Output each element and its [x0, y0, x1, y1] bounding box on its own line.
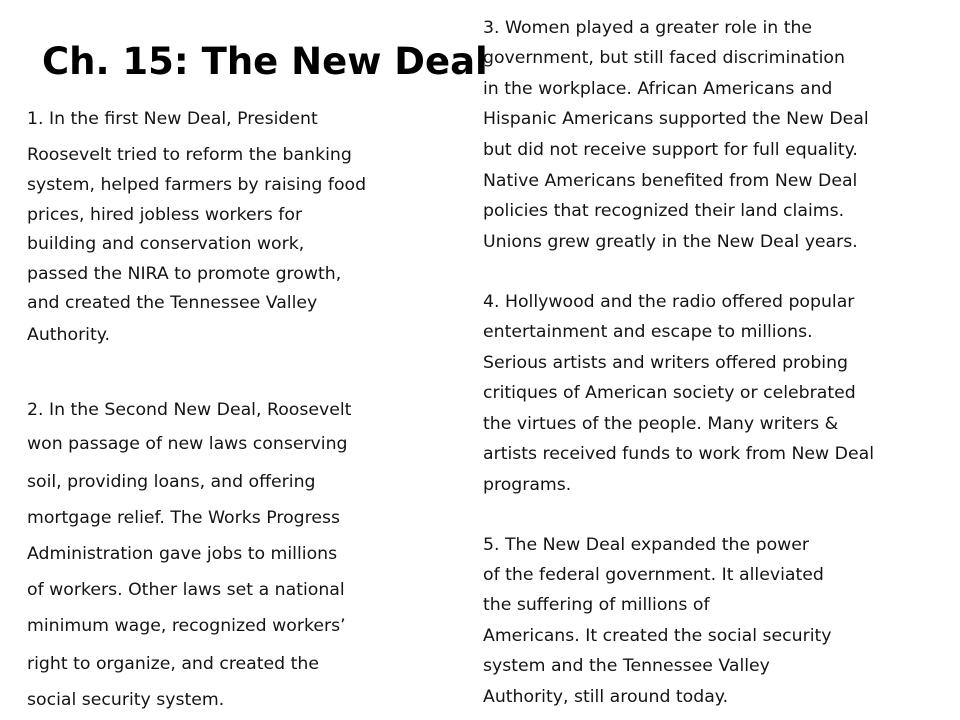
point-2-line: right to organize, and created the — [27, 654, 320, 674]
page-title: Ch. 15: The New Deal — [42, 40, 488, 83]
point-2-line: 2. In the Second New Deal, Roosevelt — [27, 400, 352, 420]
point-3-line: in the workplace. African Americans and — [483, 79, 833, 99]
point-3-line: but did not receive support for full equality. — [483, 140, 858, 160]
point-1-line: passed the NIRA to promote growth, — [27, 264, 342, 284]
point-5-line: of the federal government. It alleviated — [483, 565, 824, 585]
point-2-line: soil, providing loans, and offering — [27, 472, 316, 492]
point-1-line: building and conservation work, — [27, 234, 305, 254]
point-2-line: of workers. Other laws set a national — [27, 580, 345, 600]
point-4-line: 4. Hollywood and the radio offered popular — [483, 292, 855, 312]
point-4-line: artists received funds to work from New Deal — [483, 444, 874, 464]
point-2-line: mortgage relief. The Works Progress — [27, 508, 340, 528]
point-5-line: 5. The New Deal expanded the power — [483, 535, 810, 555]
point-2-line: won passage of new laws conserving — [27, 434, 348, 454]
point-1-line: system, helped farmers by raising food — [27, 175, 367, 195]
point-3-line: Unions grew greatly in the New Deal years. — [483, 232, 858, 252]
point-1-line: Roosevelt tried to reform the banking — [27, 145, 352, 165]
point-1-line: and created the Tennessee Valley — [27, 293, 318, 313]
point-3-line: government, but still faced discrimination — [483, 48, 845, 68]
point-3-line: Hispanic Americans supported the New Deal — [483, 109, 869, 129]
point-4-line: programs. — [483, 475, 572, 495]
point-4-line: Serious artists and writers offered probing — [483, 353, 849, 373]
point-5-line: the suffering of millions of — [483, 595, 710, 615]
point-5-line: Americans. It created the social security — [483, 626, 832, 646]
point-1-line: Authority. — [27, 325, 111, 345]
point-4-line: the virtues of the people. Many writers & — [483, 414, 839, 434]
point-4-line: entertainment and escape to millions. — [483, 322, 813, 342]
point-1-line: 1. In the first New Deal, President — [27, 109, 318, 129]
point-2-line: social security system. — [27, 690, 225, 710]
point-1-line: prices, hired jobless workers for — [27, 205, 303, 225]
point-3-line: policies that recognized their land claims. — [483, 201, 845, 221]
point-3-line: Native Americans benefited from New Deal — [483, 171, 858, 191]
point-4-line: critiques of American society or celebrated — [483, 383, 856, 403]
point-2-line: minimum wage, recognized workers’ — [27, 616, 346, 636]
point-5-line: Authority, still around today. — [483, 687, 729, 707]
point-5-line: system and the Tennessee Valley — [483, 656, 770, 676]
point-3-line: 3. Women played a greater role in the — [483, 18, 813, 38]
point-2-line: Administration gave jobs to millions — [27, 544, 338, 564]
